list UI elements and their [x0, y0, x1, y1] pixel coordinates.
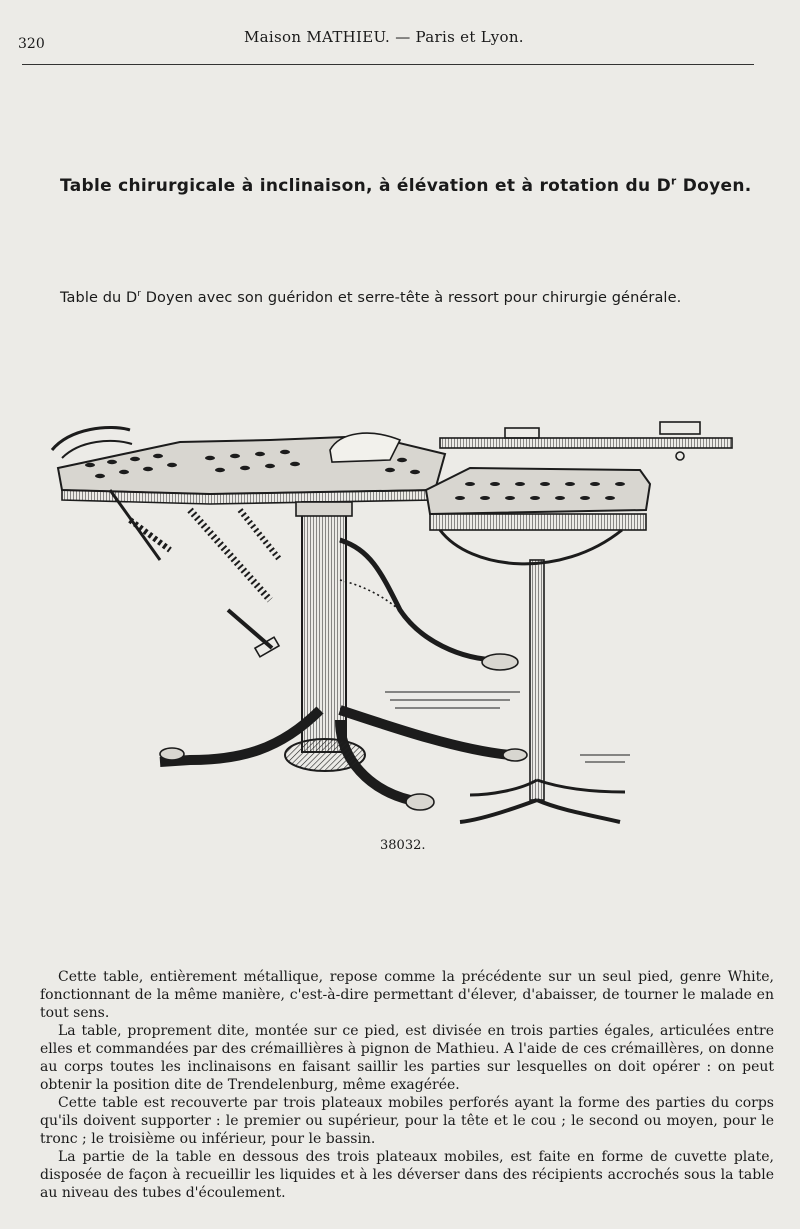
header-rule: [22, 64, 754, 65]
paragraph: Cette table, entièrement métallique, repose comme la précédente sur un seul pied, genre White, fonctionnant de la même manière, c'est-à-dire permettant d'élever, d'abaisser, de tourner le malade en tout sens.: [40, 969, 774, 1021]
title-superscript: r: [671, 175, 677, 188]
paragraph: La partie de la table en dessous des trois plateaux mobiles, est faite en forme de cuvette plate, disposée de façon à recueillir les liquides et à les déverser dans des récipients accrochés sous la table au niveau des tubes d'écoulement.: [40, 1149, 774, 1201]
caption-post: Doyen avec son guéridon et serre-tête à ressort pour chirurgie générale.: [141, 290, 682, 306]
body-text: [40, 968, 774, 1202]
page-title: [60, 176, 760, 196]
figure-caption: [60, 290, 760, 306]
running-head: Maison MATHIEU. — Paris et Lyon.: [244, 28, 524, 46]
page-number: 320: [18, 36, 45, 52]
title-end: Doyen.: [676, 176, 752, 196]
figure-number: 38032.: [380, 838, 426, 853]
caption-pre: Table du D: [60, 290, 138, 306]
paragraph: La table, proprement dite, montée sur ce pied, est divisée en trois parties égales, articulées entre elles et commandées par des crémaillières à pignon de Mathieu. A l'aide de ces crémaillères, on donne au corps toutes les inclinaisons en faisant saillir les parties sur lesquelles on doit opérer : on peut obtenir la position dite de Trendelenburg, même exagérée.: [40, 1023, 774, 1093]
paragraph: Cette table est recouverte par trois plateaux mobiles perforés ayant la forme des parties du corps qu'ils doivent supporter : le premier ou supérieur, pour la tête et le cou ; le second ou moyen, pour le tronc ; le troisième ou inférieur, pour le bassin.: [40, 1095, 774, 1147]
surgical-table-engraving: [40, 410, 750, 830]
title-text: Table chirurgicale à inclinaison, à élévation et à rotation du D: [60, 176, 672, 196]
caption-superscript: r: [137, 289, 142, 300]
